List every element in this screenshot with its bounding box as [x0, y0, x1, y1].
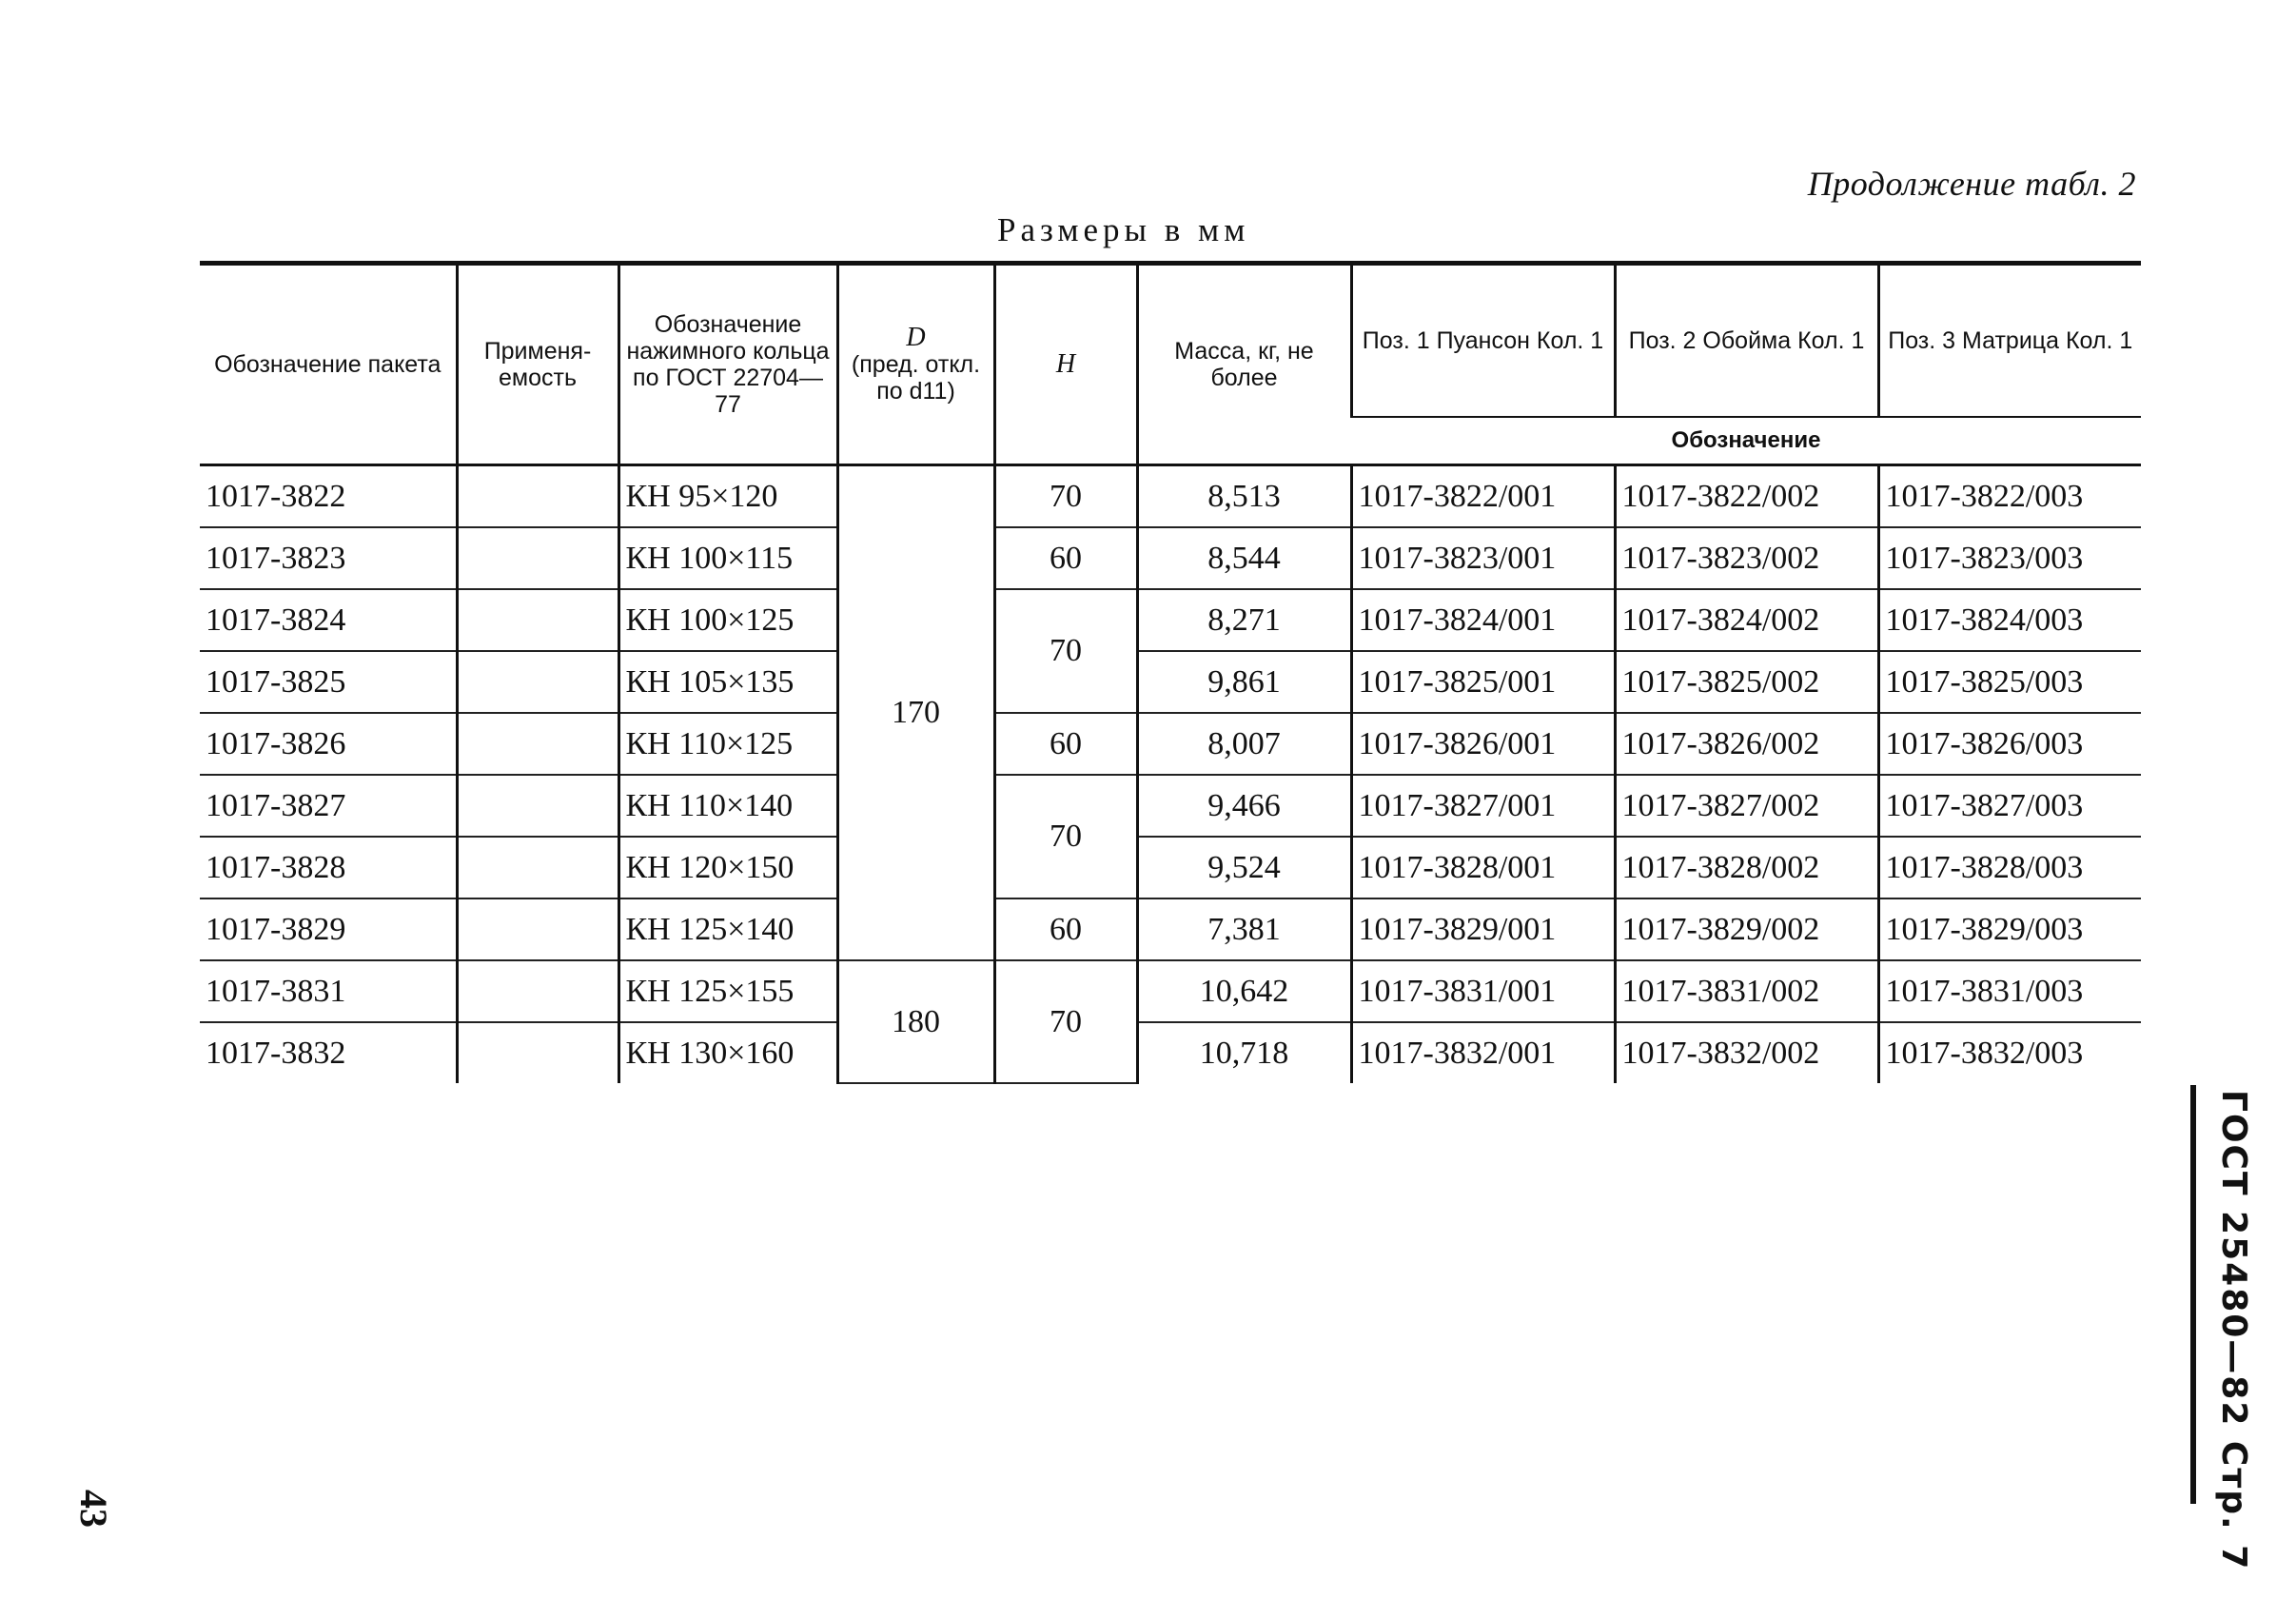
cell-pos1: 1017-3824/001 [1351, 589, 1615, 651]
cell-applicability [457, 775, 618, 837]
cell-designation: 1017-3832 [206, 1035, 346, 1071]
header-pos1: Поз. 1 Пуансон Кол. 1 [1351, 264, 1615, 418]
cell-pos3: 1017-3828/003 [1878, 837, 2141, 898]
cell-h: 60 [994, 713, 1137, 775]
cell-mass: 10,642 [1137, 960, 1351, 1022]
cell-ring: КН 130×160 [618, 1022, 837, 1083]
cell-applicability [457, 465, 618, 528]
units-label: Размеры в мм [997, 211, 1250, 248]
cell-pos3: 1017-3825/003 [1878, 651, 2141, 713]
cell-mass: 9,466 [1137, 775, 1351, 837]
cell-designation: 1017-3824 [200, 589, 457, 651]
cell-designation: 1017-3827 [200, 775, 457, 837]
table-row [200, 527, 2141, 589]
cell-pos1: 1017-3832/001 [1351, 1022, 1615, 1083]
cell-designation: 1017-3822 [200, 465, 457, 528]
spec-table [200, 261, 2141, 1084]
cell-pos1: 1017-3828/001 [1351, 837, 1615, 898]
header-sub-designation: Обозначение [1351, 417, 2141, 465]
cell-pos2: 1017-3826/002 [1615, 713, 1878, 775]
cell-mass: 10,718 [1137, 1022, 1351, 1083]
cell-pos2: 1017-3831/002 [1615, 960, 1878, 1022]
cell-pos1: 1017-3826/001 [1351, 713, 1615, 775]
header-applicability: Применя-емость [457, 264, 618, 465]
page-number: 43 [72, 1490, 115, 1528]
cell-pos3: 1017-3831/003 [1878, 960, 2141, 1022]
table-row [200, 589, 2141, 651]
cell-designation: 1017-3829 [200, 898, 457, 960]
cell-pos3: 1017-3829/003 [1878, 898, 2141, 960]
cell-applicability [457, 1022, 618, 1083]
cell-pos3: 1017-3826/003 [1878, 713, 2141, 775]
table-row [200, 898, 2141, 960]
cell-mass: 8,544 [1137, 527, 1351, 589]
cell-ring: КН 125×155 [618, 960, 837, 1022]
cell-pos2: 1017-3824/002 [1615, 589, 1878, 651]
cell-pos1: 1017-3822/001 [1351, 465, 1615, 528]
header-designation: Обозначение пакета [200, 264, 457, 465]
header-d-symbol: D [906, 323, 926, 352]
side-rule [2190, 1085, 2196, 1504]
table-row [200, 775, 2141, 837]
cell-mass: 8,513 [1137, 465, 1351, 528]
cell-applicability [457, 651, 618, 713]
cell-applicability [457, 589, 618, 651]
cell-pos3: 1017-3824/003 [1878, 589, 2141, 651]
cell-mass: 7,381 [1137, 898, 1351, 960]
cell-designation: 1017-3823 [200, 527, 457, 589]
cell-pos2: 1017-3827/002 [1615, 775, 1878, 837]
cell-designation: 1017-3831 [200, 960, 457, 1022]
cell-ring: КН 100×125 [618, 589, 837, 651]
cell-designation: 1017-3826 [200, 713, 457, 775]
cell-d: 170 [837, 465, 994, 961]
table-row [200, 651, 2141, 713]
cell-pos1: 1017-3823/001 [1351, 527, 1615, 589]
cell-pos2: 1017-3829/002 [1615, 898, 1878, 960]
continuation-label: Продолжение табл. 2 [1807, 165, 2136, 203]
cell-mass: 9,524 [1137, 837, 1351, 898]
header-mass: Масса, кг, не более [1137, 264, 1351, 465]
header-d-note: (пред. откл. по d11) [851, 351, 981, 405]
table-row [200, 465, 2141, 528]
cell-ring: КН 125×140 [618, 898, 837, 960]
cell-applicability [457, 713, 618, 775]
table-row [200, 1022, 2141, 1083]
cell-pos2: 1017-3823/002 [1615, 527, 1878, 589]
cell-mass: 9,861 [1137, 651, 1351, 713]
cell-applicability [457, 960, 618, 1022]
cell-h: 60 [994, 527, 1137, 589]
cell-pos3: 1017-3823/003 [1878, 527, 2141, 589]
table-row [200, 960, 2141, 1022]
cell-h: 60 [994, 898, 1137, 960]
cell-pos2: 1017-3832/002 [1615, 1022, 1878, 1083]
cell-applicability [457, 527, 618, 589]
cell-h: 70 [994, 775, 1137, 898]
cell-ring: КН 120×150 [618, 837, 837, 898]
table-row [200, 713, 2141, 775]
cell-pos2: 1017-3822/002 [1615, 465, 1878, 528]
cell-ring: КН 95×120 [618, 465, 837, 528]
cell-h: 70 [994, 589, 1137, 713]
cell-pos1: 1017-3831/001 [1351, 960, 1615, 1022]
cell-pos3: 1017-3827/003 [1878, 775, 2141, 837]
cell-h: 70 [994, 465, 1137, 528]
side-code: ГОСТ 25480—82 Стр. 7 [2214, 1090, 2253, 1571]
cell-pos1: 1017-3825/001 [1351, 651, 1615, 713]
cell-mass: 8,007 [1137, 713, 1351, 775]
cell-pos1: 1017-3827/001 [1351, 775, 1615, 837]
cell-ring: КН 105×135 [618, 651, 837, 713]
cell-ring: КН 110×125 [618, 713, 837, 775]
cell-pos2: 1017-3828/002 [1615, 837, 1878, 898]
header-pos3: Поз. 3 Матрица Кол. 1 [1878, 264, 2141, 418]
cell-mass: 8,271 [1137, 589, 1351, 651]
cell-ring: КН 100×115 [618, 527, 837, 589]
cell-applicability [457, 837, 618, 898]
header-ring: Обозначение нажимного кольца по ГОСТ 22704—77 [618, 264, 837, 465]
cell-designation: 1017-3828 [200, 837, 457, 898]
cell-designation: 1017-3825 [200, 651, 457, 713]
header-d [837, 264, 994, 465]
cell-d: 180 [837, 960, 994, 1083]
table-body [200, 465, 2141, 1084]
header-h-symbol: H [1055, 349, 1076, 379]
cell-applicability [457, 898, 618, 960]
cell-pos2: 1017-3825/002 [1615, 651, 1878, 713]
cell-h: 70 [994, 960, 1137, 1083]
header-h [994, 264, 1137, 465]
cell-pos3: 1017-3832/003 [1878, 1022, 2141, 1083]
table-row [200, 837, 2141, 898]
cell-pos3: 1017-3822/003 [1878, 465, 2141, 528]
cell-pos1: 1017-3829/001 [1351, 898, 1615, 960]
header-pos2: Поз. 2 Обойма Кол. 1 [1615, 264, 1878, 418]
cell-ring: КН 110×140 [618, 775, 837, 837]
